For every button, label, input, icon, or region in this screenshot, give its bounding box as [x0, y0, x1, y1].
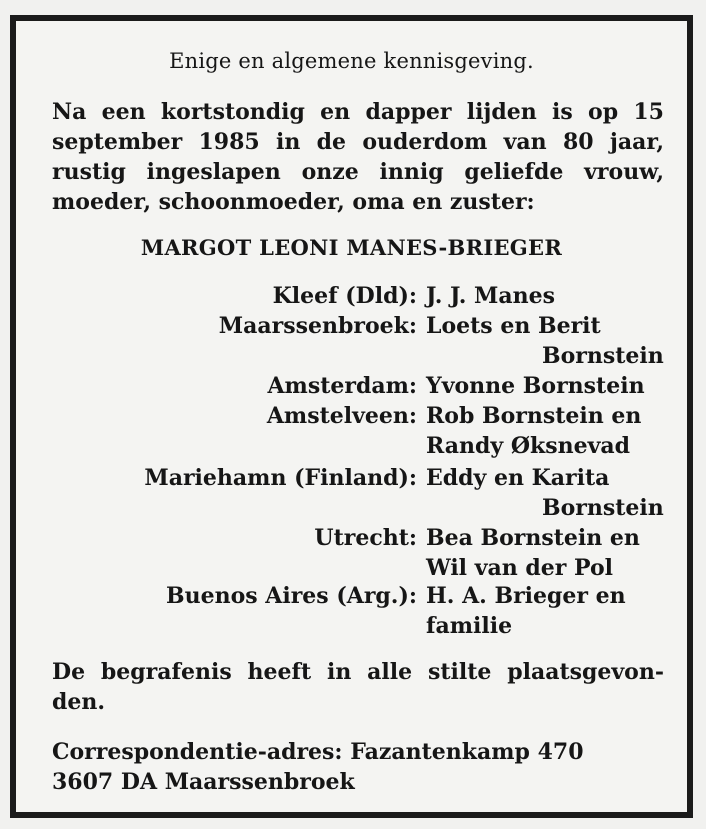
death-notice	[10, 15, 693, 818]
closing-line: den.	[52, 689, 106, 715]
closing-line: De begrafenis heeft in alle stilte plaatsgevon-	[52, 659, 664, 685]
relative-names	[426, 281, 555, 311]
relative-place: Amsterdam:	[267, 373, 417, 399]
relative-name-line: Bea Bornstein en	[426, 525, 640, 551]
relative-name-line: Yvonne Bornstein	[426, 373, 645, 399]
deceased-name: MARGOT LEONI MANES-BRIEGER	[140, 235, 563, 260]
relative-name-line: J. J. Manes	[426, 283, 556, 309]
relative-name-line: Bornstein	[542, 495, 664, 521]
correspondence-address	[52, 737, 664, 797]
correspondence-line: 3607 DA Maarssenbroek	[52, 769, 355, 795]
intro-line: moeder, schoonmoeder, oma en zuster:	[52, 189, 535, 215]
correspondence-line: Correspondentie-adres: Fazantenkamp 470	[52, 739, 584, 765]
intro-paragraph	[52, 97, 664, 217]
relative-names	[426, 523, 640, 583]
relative-place: Utrecht:	[314, 525, 417, 551]
relative-name-line: Rob Bornstein en	[426, 403, 642, 429]
relative-name-line: Wil van der Pol	[426, 555, 613, 581]
relative-place: Maarssenbroek:	[218, 313, 417, 339]
relative-names	[426, 371, 645, 401]
relative-names	[426, 581, 626, 641]
relative-name-line: Randy Øksnevad	[426, 433, 631, 459]
relative-name-line: familie	[426, 613, 513, 639]
intro-line: rustig ingeslapen onze innig geliefde vrouw,	[52, 159, 664, 185]
intro-line: september 1985 in de ouderdom van 80 jaar,	[52, 129, 664, 155]
intro-line: Na een kortstondig en dapper lijden is op 15	[52, 99, 664, 125]
relative-names	[426, 311, 664, 371]
relative-place: Amstelveen:	[266, 403, 417, 429]
relative-name-line: Loets en Berit	[426, 313, 601, 339]
notice-heading: Enige en algemene kennisgeving.	[169, 49, 534, 73]
relative-names	[426, 463, 664, 523]
relative-place: Kleef (Dld):	[272, 283, 417, 309]
closing-paragraph	[52, 657, 664, 717]
relative-name-line: Bornstein	[542, 343, 664, 369]
relative-place: Mariehamn (Finland):	[144, 465, 417, 491]
relative-name-line: Eddy en Karita	[426, 465, 610, 491]
relative-place: Buenos Aires (Arg.):	[165, 583, 417, 609]
relative-name-line: H. A. Brieger en	[426, 583, 626, 609]
relative-names	[426, 401, 641, 461]
